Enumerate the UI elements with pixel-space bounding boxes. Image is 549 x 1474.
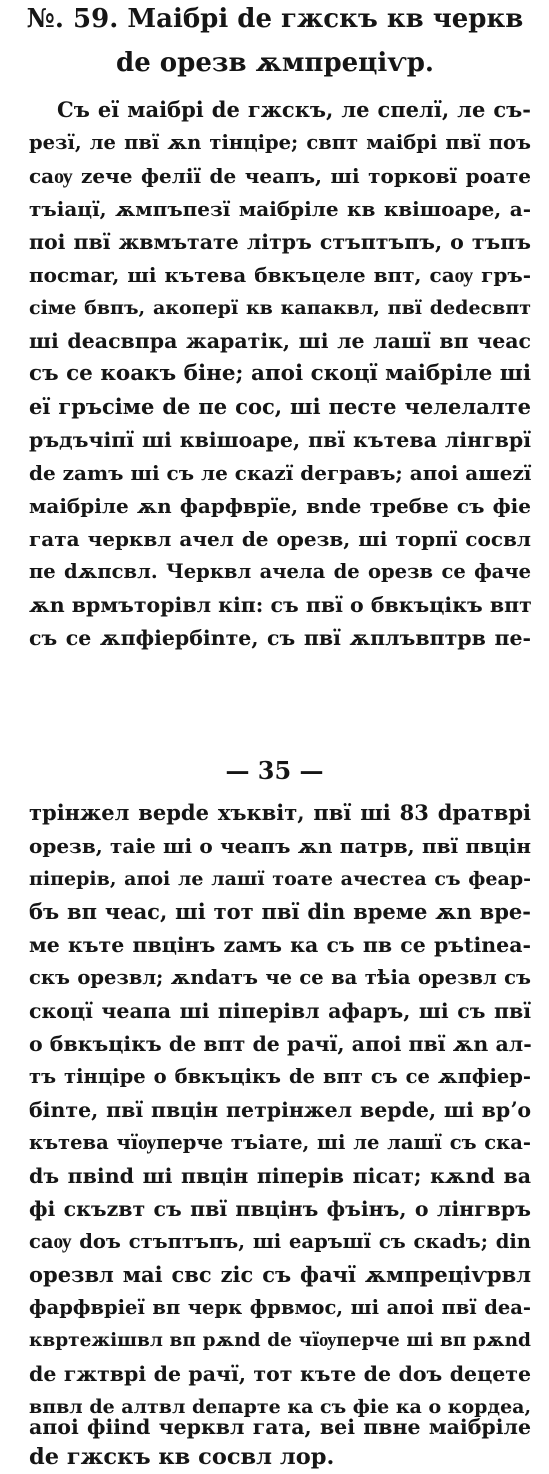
page-number: — 35 — <box>225 756 324 785</box>
text-line: скоцї чеапа ші піперівл афаръ, ші съ пвї <box>29 999 531 1023</box>
text-line: посmar, ші кътева бвкъцеле впт, саѹ гръ- <box>29 263 531 287</box>
text-line: о бвкъцікъ de впт de рачї, апоі пвї ѫn ал- <box>29 1032 532 1056</box>
text-line: ръдъчіпї ші квішоаре, пвї кътева лінгврї <box>29 428 531 452</box>
text-line: съ се коакъ біне; апоі скоцї маібріле ші <box>29 361 532 386</box>
text-line: апоі фііnd черквл гата, веі пвне маібріле <box>29 1415 531 1439</box>
text-line: dъ пвіnd ші пвцін піперів пісат; кѫnd ва <box>29 1164 531 1188</box>
text-line: ші deacвпра жаратік, ші ле лашї вп чеас <box>29 329 531 353</box>
text-line: de zamъ ші съ ле скаzї dегравъ; апоі ашеzї <box>29 461 532 485</box>
text-line: съ се ѫпфіербіnте, съ пвї ѫплъвптрв пе- <box>29 626 531 650</box>
text-line: скъ орезвл; ѫndатъ че се ва тѣіа орезвл съ <box>29 966 531 989</box>
text-line: поі пвї жвмътате літръ стъптъпъ, о тъпъ <box>29 230 531 254</box>
text-line: маібріле ѫn фарфврїе, вnde требве съ фіе <box>29 494 531 518</box>
text-line-last: de гжскъ кв сосвл лор. <box>29 1444 335 1470</box>
text-line: саѹ zече фелії de чеапъ, ші торковї роате <box>29 164 531 188</box>
text-line: впвл de алтвл dепарте ка съ фіе ка о кордеа, <box>29 1396 532 1418</box>
text-line: еї гръсіме de пе сос, ші пестe челелалте <box>29 394 531 419</box>
text-line: тъіацї, ѫмпъпезї маібріле кв квішоаре, а- <box>29 197 531 221</box>
text-line: піперів, апоі ле лашї тоате ачестеа съ феар- <box>29 868 531 890</box>
text-line: ме къте пвцінъ zамъ ка съ пв се ръtineа- <box>29 933 531 957</box>
recipe-title-line-2: de орезв ѫмпреціѵр. <box>116 48 434 78</box>
text-line: біnте, пвї пвцін петрінжел верde, ші врʼо <box>29 1098 531 1122</box>
text-line: резї, ле пвї ѫn тінціре; свпт маібрі пвї поъ <box>29 131 531 154</box>
text-line: пе dѫпсвл. Черквл ачела de орезв се фаче <box>29 560 531 583</box>
text-line: гата черквл ачел de орезв, ші торпї сосвл <box>29 527 531 551</box>
text-line: ѫn врмъторівл кіп: съ пвї о бвкъцікъ впт <box>29 593 532 617</box>
text-line: орезв, таіе ші о чеапъ ѫn патрв, пвї пвцін <box>29 834 531 858</box>
text-line: саѹ dоъ стъптъпъ, ші еаръшї съ скаdъ; din <box>29 1230 531 1253</box>
text-line: кътева чїѹперче тъіате, ші ле лашї съ скa- <box>29 1131 531 1154</box>
text-line: трінжел верde хъквіт, пвї ші 83 dратврі <box>29 800 531 825</box>
text-line: квртежішвл вп рѫnd de чїѹперче ші вп рѫnd <box>29 1330 531 1351</box>
recipe-title-line-1: №. 59. Маібрі de гжскъ кв черкв <box>26 4 524 34</box>
text-line: фі скъzвт съ пвї пвцінъ фъінъ, о лінгвръ <box>29 1197 531 1221</box>
text-line: орезвл маі свс zіс съ фачї ѫмпреціѵрвл <box>29 1262 531 1287</box>
text-line: de гжтврі de рачї, тот къте de dоъ deцете <box>29 1362 531 1386</box>
text-line: сіме бвпъ, акоперї кв капаквл, пвї dedecвпт <box>29 297 531 319</box>
text-line: тъ тінціре о бвкъцікъ de впт съ се ѫпфіер- <box>29 1065 531 1088</box>
text-line: бъ вп чеас, ші тот пвї din време ѫn вре- <box>29 899 531 924</box>
text-line: фарфвріеї вп черк фрвмос, ші апоі пвї dea- <box>29 1296 531 1319</box>
text-line: Съ еї маібрі de гжскъ, ле спелї, ле съ- <box>57 97 531 122</box>
